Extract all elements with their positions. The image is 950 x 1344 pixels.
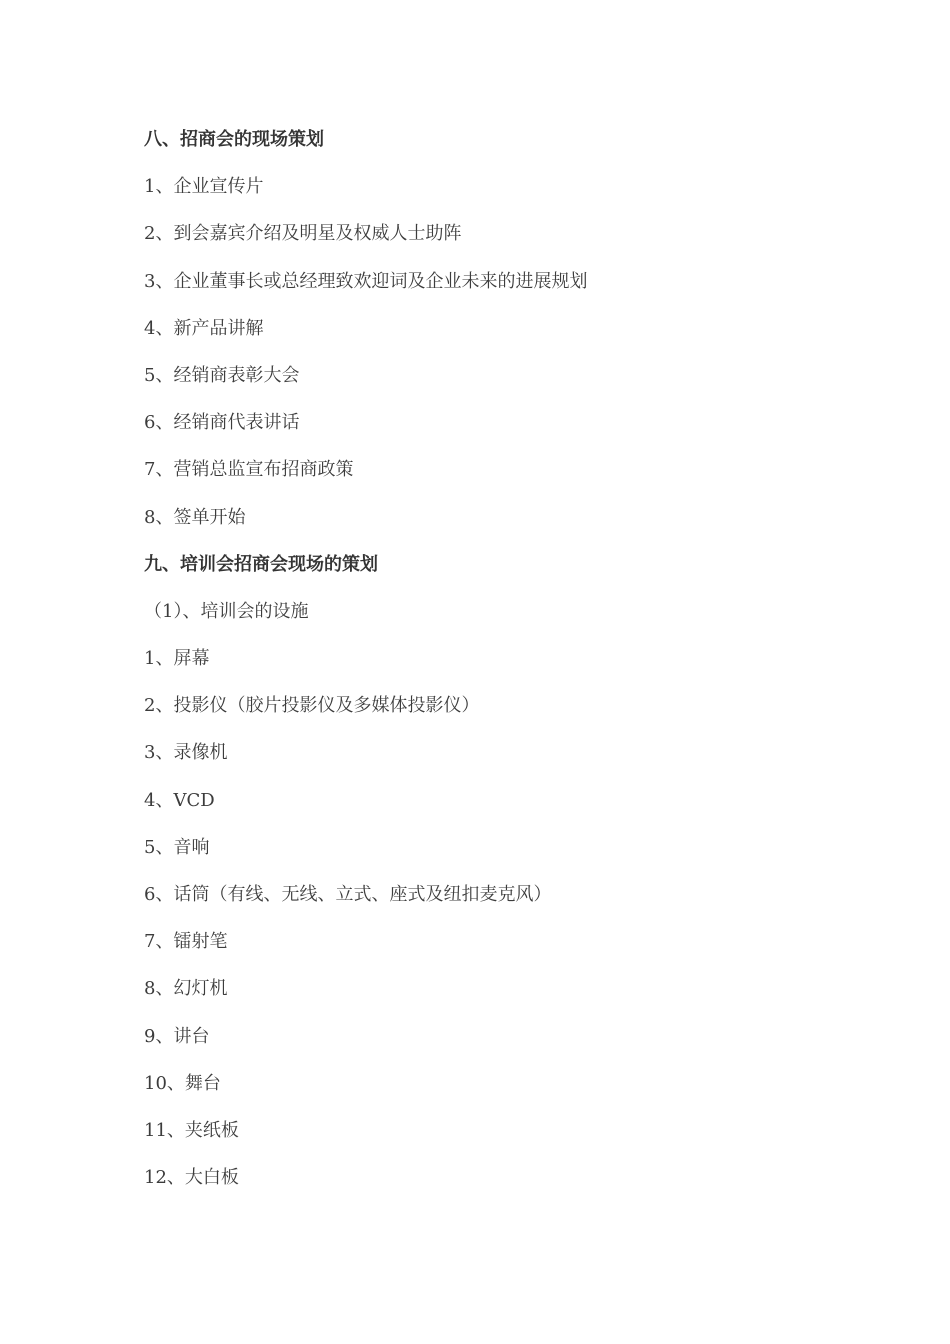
list-item: 6、话筒（有线、无线、立式、座式及纽扣麦克风） (144, 884, 552, 905)
list-item: 1、企业宣传片 (144, 176, 264, 198)
list-item: 8、幻灯机 (144, 978, 228, 1000)
list-item: 2、投影仪（胶片投影仪及多媒体投影仪） (144, 695, 480, 717)
list-item: 6、经销商代表讲话 (144, 412, 300, 434)
list-item: 3、企业董事长或总经理致欢迎词及企业未来的进展规划 (144, 270, 588, 292)
section-heading-8: 八、招商会的现场策划 (144, 129, 324, 150)
list-item: 3、录像机 (144, 742, 228, 764)
list-item: 11、夹纸板 (144, 1119, 239, 1141)
list-item: 8、签单开始 (144, 506, 246, 528)
list-item: 7、营销总监宣布招商政策 (144, 459, 354, 481)
list-item: 5、经销商表彰大会 (144, 364, 300, 386)
list-item: 4、新产品讲解 (144, 317, 264, 339)
subsection-heading: （1）、培训会的设施 (144, 600, 309, 622)
list-item: 2、到会嘉宾介绍及明星及权威人士助阵 (144, 223, 462, 245)
list-item: 12、大白板 (144, 1167, 239, 1189)
document-body (144, 116, 844, 1201)
list-item: 7、镭射笔 (144, 931, 228, 953)
list-item: 9、讲台 (144, 1025, 210, 1047)
list-item: 5、音响 (144, 836, 210, 858)
section-heading-9: 九、培训会招商会现场的策划 (144, 553, 378, 575)
list-item: 1、屏幕 (144, 648, 210, 670)
list-item: 4、VCD (144, 789, 215, 811)
list-item: 10、舞台 (144, 1072, 221, 1094)
